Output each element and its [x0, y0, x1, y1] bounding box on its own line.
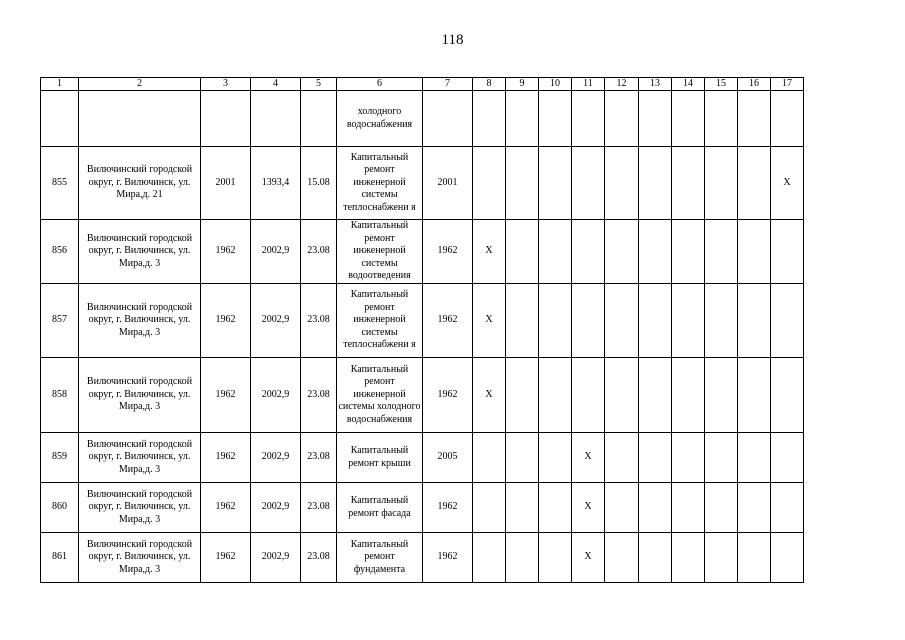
- mark-cell: [639, 533, 672, 583]
- address-cell: Вилючинский городской округ, г. Вилючинск, ул. Мира,д. 3: [79, 483, 201, 533]
- work-cell: Капитальный ремонт инженерной системы теплоснабжени я: [337, 284, 423, 358]
- year-cell: 1962: [423, 284, 473, 358]
- table-row: [41, 284, 804, 358]
- mark-cell: [473, 147, 506, 220]
- mark-cell: X: [572, 483, 605, 533]
- mark-cell: [738, 220, 771, 284]
- work-cell: Капитальный ремонт инженерной системы холодного водоснабжения: [337, 358, 423, 433]
- mark-cell: [672, 220, 705, 284]
- column-header: 9: [506, 78, 539, 91]
- column-header: 8: [473, 78, 506, 91]
- mark-cell: [672, 147, 705, 220]
- year-built-cell: 1962: [201, 433, 251, 483]
- code-cell: 23.08: [301, 358, 337, 433]
- year-built-cell: 1962: [201, 220, 251, 284]
- mark-cell: [771, 533, 804, 583]
- mark-cell: [705, 433, 738, 483]
- table-row: [41, 358, 804, 433]
- code-cell: 23.08: [301, 483, 337, 533]
- column-header: 6: [337, 78, 423, 91]
- row-number-cell: 856: [41, 220, 79, 284]
- mark-cell: [738, 147, 771, 220]
- mark-cell: [605, 284, 639, 358]
- mark-cell: [605, 433, 639, 483]
- year-cell: 1962: [423, 358, 473, 433]
- mark-cell: [639, 220, 672, 284]
- mark-cell: [639, 433, 672, 483]
- mark-cell: [771, 433, 804, 483]
- table-row: [41, 147, 804, 220]
- work-cell: Капитальный ремонт крыши: [337, 433, 423, 483]
- continuation-row: [41, 91, 804, 147]
- mark-cell: [539, 147, 572, 220]
- work-cell: Капитальный ремонт фасада: [337, 483, 423, 533]
- table-row: [41, 483, 804, 533]
- mark-cell: [738, 358, 771, 433]
- table-row: [41, 220, 804, 284]
- mark-cell: [672, 533, 705, 583]
- mark-cell: X: [572, 533, 605, 583]
- mark-cell: [539, 284, 572, 358]
- area-cell: 1393,4: [251, 147, 301, 220]
- code-cell: 23.08: [301, 220, 337, 284]
- area-cell: 2002,9: [251, 358, 301, 433]
- mark-cell: [771, 284, 804, 358]
- row-number-cell: 860: [41, 483, 79, 533]
- column-header: 12: [605, 78, 639, 91]
- mark-cell: [639, 483, 672, 533]
- mark-cell: [672, 284, 705, 358]
- mark-cell: [738, 533, 771, 583]
- code-cell: 23.08: [301, 433, 337, 483]
- year-cell: 1962: [423, 533, 473, 583]
- mark-cell: [705, 533, 738, 583]
- mark-cell: [639, 358, 672, 433]
- column-header: 13: [639, 78, 672, 91]
- year-built-cell: 1962: [201, 358, 251, 433]
- mark-cell: [539, 533, 572, 583]
- year-built-cell: 1962: [201, 533, 251, 583]
- mark-cell: X: [473, 220, 506, 284]
- mark-cell: [506, 147, 539, 220]
- row-number-cell: 861: [41, 533, 79, 583]
- column-header: 14: [672, 78, 705, 91]
- mark-cell: [639, 284, 672, 358]
- mark-cell: [506, 483, 539, 533]
- address-cell: Вилючинский городской округ, г. Вилючинск, ул. Мира,д. 21: [79, 147, 201, 220]
- mark-cell: [572, 358, 605, 433]
- mark-cell: [705, 284, 738, 358]
- work-cell: Капитальный ремонт фундамента: [337, 533, 423, 583]
- row-number-cell: 858: [41, 358, 79, 433]
- column-header: 11: [572, 78, 605, 91]
- code-cell: 15.08: [301, 147, 337, 220]
- mark-cell: [705, 358, 738, 433]
- mark-cell: X: [473, 284, 506, 358]
- mark-cell: [705, 147, 738, 220]
- address-cell: Вилючинский городской округ, г. Вилючинск, ул. Мира,д. 3: [79, 358, 201, 433]
- mark-cell: [705, 483, 738, 533]
- year-built-cell: 2001: [201, 147, 251, 220]
- year-cell: 1962: [423, 220, 473, 284]
- work-cell: Капитальный ремонт инженерной системы водоотведения: [337, 220, 423, 284]
- row-number-cell: 855: [41, 147, 79, 220]
- mark-cell: [672, 483, 705, 533]
- year-cell: 2001: [423, 147, 473, 220]
- column-number-row: [41, 78, 804, 91]
- mark-cell: [506, 533, 539, 583]
- mark-cell: [738, 483, 771, 533]
- year-built-cell: 1962: [201, 284, 251, 358]
- table-row: [41, 433, 804, 483]
- mark-cell: [738, 433, 771, 483]
- code-cell: 23.08: [301, 284, 337, 358]
- page-number: 118: [441, 32, 464, 48]
- year-cell: 2005: [423, 433, 473, 483]
- mark-cell: [473, 533, 506, 583]
- mark-cell: [572, 284, 605, 358]
- work-cell: Капитальный ремонт инженерной системы теплоснабжени я: [337, 147, 423, 220]
- mark-cell: [771, 220, 804, 284]
- row-number-cell: 857: [41, 284, 79, 358]
- column-header: 16: [738, 78, 771, 91]
- mark-cell: [572, 147, 605, 220]
- mark-cell: X: [572, 433, 605, 483]
- address-cell: Вилючинский городской округ, г. Вилючинск, ул. Мира,д. 3: [79, 284, 201, 358]
- mark-cell: [539, 358, 572, 433]
- mark-cell: [572, 220, 605, 284]
- column-header: 15: [705, 78, 738, 91]
- area-cell: 2002,9: [251, 483, 301, 533]
- work-cell: холодного водоснабжения: [337, 91, 423, 147]
- column-header: 5: [301, 78, 337, 91]
- area-cell: 2002,9: [251, 284, 301, 358]
- row-number-cell: 859: [41, 433, 79, 483]
- mark-cell: [738, 284, 771, 358]
- mark-cell: [473, 433, 506, 483]
- data-table: [40, 77, 804, 583]
- column-header: 4: [251, 78, 301, 91]
- mark-cell: [605, 220, 639, 284]
- column-header: 1: [41, 78, 79, 91]
- mark-cell: X: [771, 147, 804, 220]
- mark-cell: [639, 147, 672, 220]
- year-cell: 1962: [423, 483, 473, 533]
- address-cell: Вилючинский городской округ, г. Вилючинск, ул. Мира,д. 3: [79, 220, 201, 284]
- area-cell: 2002,9: [251, 533, 301, 583]
- year-built-cell: 1962: [201, 483, 251, 533]
- code-cell: 23.08: [301, 533, 337, 583]
- mark-cell: [672, 433, 705, 483]
- mark-cell: [539, 220, 572, 284]
- mark-cell: [506, 358, 539, 433]
- mark-cell: [605, 483, 639, 533]
- mark-cell: [539, 483, 572, 533]
- mark-cell: [705, 220, 738, 284]
- mark-cell: [672, 358, 705, 433]
- area-cell: 2002,9: [251, 433, 301, 483]
- mark-cell: [771, 358, 804, 433]
- mark-cell: [605, 358, 639, 433]
- table-row: [41, 533, 804, 583]
- mark-cell: [539, 433, 572, 483]
- mark-cell: [605, 147, 639, 220]
- mark-cell: [605, 533, 639, 583]
- mark-cell: [771, 483, 804, 533]
- mark-cell: [506, 220, 539, 284]
- address-cell: Вилючинский городской округ, г. Вилючинск, ул. Мира,д. 3: [79, 533, 201, 583]
- mark-cell: [506, 433, 539, 483]
- mark-cell: X: [473, 358, 506, 433]
- column-header: 17: [771, 78, 804, 91]
- column-header: 3: [201, 78, 251, 91]
- mark-cell: [473, 483, 506, 533]
- area-cell: 2002,9: [251, 220, 301, 284]
- column-header: 2: [79, 78, 201, 91]
- column-header: 10: [539, 78, 572, 91]
- mark-cell: [506, 284, 539, 358]
- address-cell: Вилючинский городской округ, г. Вилючинск, ул. Мира,д. 3: [79, 433, 201, 483]
- column-header: 7: [423, 78, 473, 91]
